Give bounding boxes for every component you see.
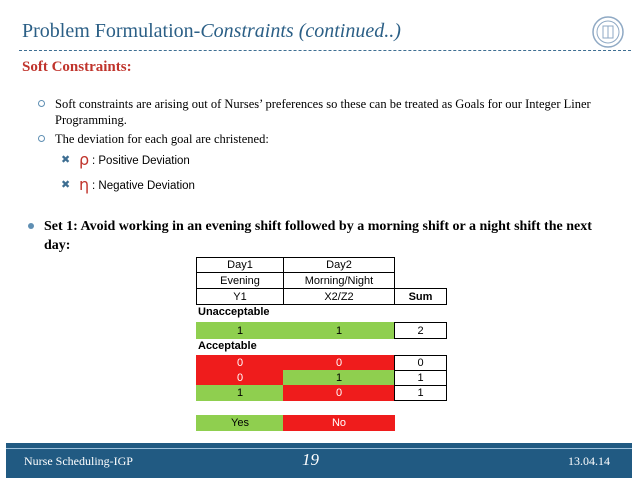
table-cell: 0 (196, 355, 284, 371)
header-day2: Day2 (283, 257, 395, 273)
title-suffix: (continued..) (293, 20, 401, 42)
header-evening: Evening (196, 272, 284, 289)
table-cell-sum: 0 (394, 355, 447, 371)
bullet-soft-constraints: Soft constraints are arising out of Nurses’ preferences so these can be treated as Goals for our Integer Liner Programming. (55, 97, 591, 127)
footer-date: 13.04.14 (568, 454, 610, 468)
acceptable-label: Acceptable (198, 340, 257, 352)
table-cell: 1 (196, 322, 284, 339)
table-cell: 1 (283, 322, 395, 339)
unacceptable-label: Unacceptable (198, 306, 270, 318)
header-day1: Day1 (196, 257, 284, 273)
slide (6, 0, 632, 478)
table-cell: 1 (283, 370, 395, 386)
slide-title: Problem Formulation-Constraints (continued..) (22, 20, 401, 42)
title-divider (19, 50, 631, 51)
university-seal-icon (591, 15, 625, 49)
rho-symbol: ρ (79, 150, 90, 169)
eta-symbol: η (79, 175, 90, 194)
table-cell-sum: 1 (394, 385, 447, 401)
footer-divider (6, 448, 632, 449)
footer-bar (6, 443, 632, 478)
table-cell: 0 (283, 385, 395, 401)
table-cell-sum: 2 (394, 322, 447, 339)
table-cell-sum: 1 (394, 370, 447, 386)
x-bullet-icon: ✖ (61, 154, 71, 166)
table-cell: 1 (196, 385, 284, 401)
bullet-dot-icon (28, 223, 34, 229)
header-sum: Sum (394, 288, 447, 305)
bullet-deviation: The deviation for each goal are christened: (55, 132, 269, 146)
negative-deviation-label: : Negative Deviation (92, 180, 195, 192)
page-number: 19 (302, 450, 319, 469)
bullet-ring-icon (38, 135, 45, 142)
legend-no: No (283, 415, 395, 431)
positive-deviation-label: : Positive Deviation (92, 155, 190, 167)
footer-title: Nurse Scheduling-IGP (24, 454, 133, 468)
header-y1: Y1 (196, 288, 284, 305)
header-x2z2: X2/Z2 (283, 288, 395, 305)
x-bullet-icon: ✖ (61, 179, 71, 191)
table-cell: 0 (283, 355, 395, 371)
set1-heading: Set 1: Avoid working in an evening shift followed by a morning shift or a night shift the next day: (44, 219, 592, 253)
legend-yes: Yes (196, 415, 284, 431)
bullet-ring-icon (38, 100, 45, 107)
subhead: Soft Constraints: (22, 59, 132, 75)
table-cell: 0 (196, 370, 284, 386)
header-morning-night: Morning/Night (283, 272, 395, 289)
title-italic: Constraints (200, 20, 294, 42)
